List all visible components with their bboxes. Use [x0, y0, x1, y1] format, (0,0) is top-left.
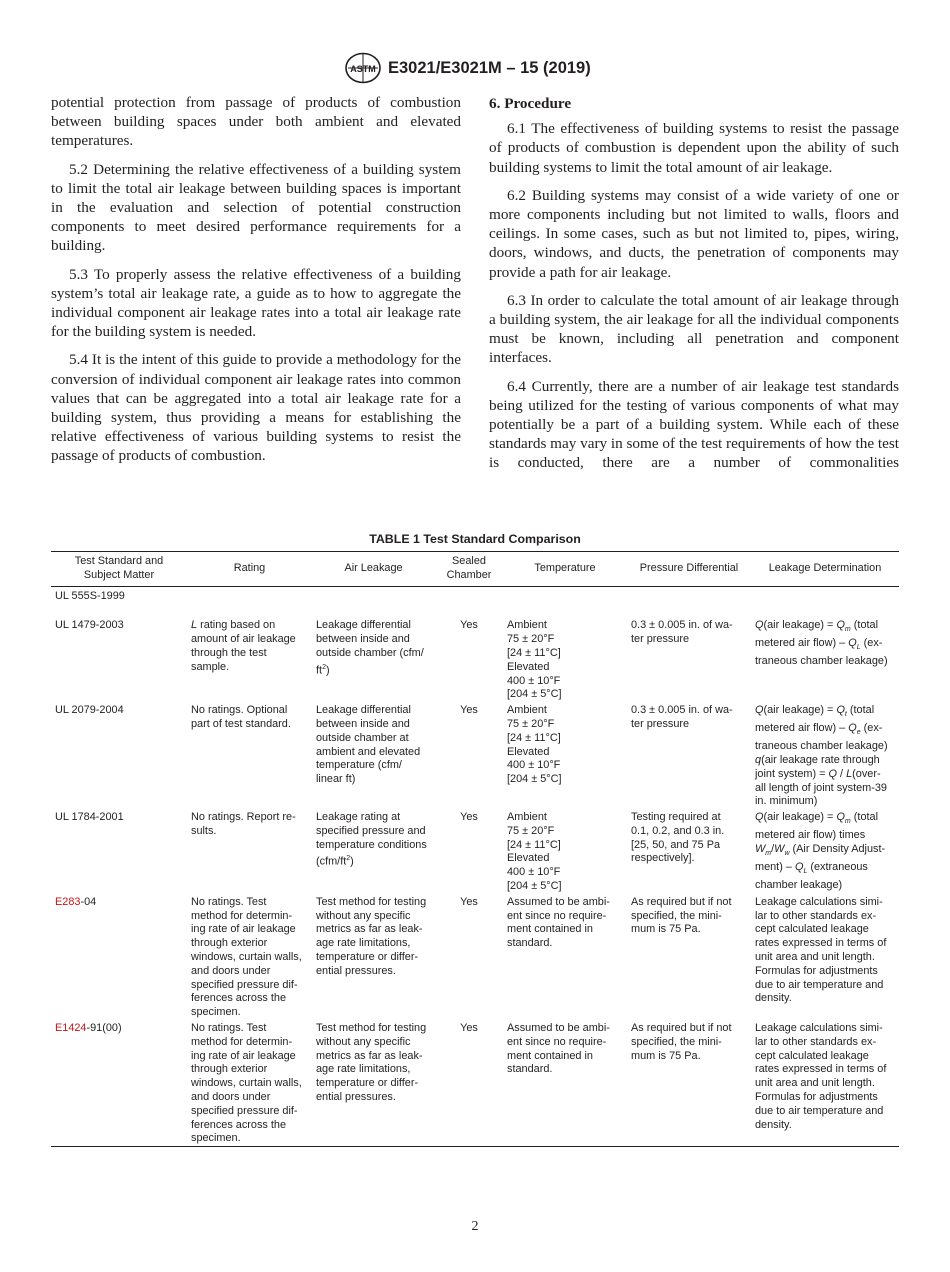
cell-determination: Q(air leakage) = $Q_m$ (total metered air flow) times $W_m/W_w$ (Air Density Adjust- ment) – $Q_L$ (extraneous chamber leakage)	[755, 811, 886, 891]
cell-pressure: As required but if not specified, the mini- mum is 75 Pa.	[631, 895, 732, 936]
cell-standard: E283-04	[55, 895, 97, 908]
cell-rating: L rating based on amount of air leakage through the test sample.	[191, 619, 296, 673]
header-determination: Leakage Determination	[768, 561, 882, 574]
cell-standard: UL 2079-2004	[55, 704, 124, 717]
left-column	[51, 93, 461, 475]
cell-rating: No ratings. Report re- sults.	[191, 811, 296, 837]
logo-lettering: ASTM	[350, 64, 376, 74]
e283-link[interactable]: E283	[55, 895, 81, 908]
comparison-table	[51, 551, 899, 1147]
cell-standard: E1424-91(00)	[55, 1022, 122, 1035]
cell-determination: Q(air leakage) = $Q_m$ (total metered air flow) – $Q_L$ (ex- traneous chamber leakage)	[755, 619, 888, 668]
cell-temperature: Ambient 75 ± 20°F [24 ± 11°C] Elevated 400 ± 10°F [204 ± 5°C]	[507, 704, 562, 786]
cell-sealed: Yes	[460, 811, 478, 824]
e1424-link[interactable]: E1424	[55, 1022, 87, 1035]
cell-rating: No ratings. Optional part of test standard.	[191, 704, 291, 730]
cell-sealed: Yes	[460, 619, 478, 632]
cell-temperature: Assumed to be ambi- ent since no require- ment contained in standard.	[507, 1022, 610, 1076]
paragraph-6-1: 6.1 The effectiveness of building systems to resist the passage of products of combustion is dependent upon the ability of such building systems to limit the total amount of air leakage.	[489, 120, 899, 176]
cell-determination: Q(air leakage) = $Q_t$ (total metered air flow) – $Q_e$ (ex- traneous chamber leakage) q(air leakage rate through joint system) = Q / L(over- all length of joint system-39 in. minimum)	[755, 704, 888, 808]
paragraph-5-2: 5.2 Determining the relative effectiveness of a building system to limit the total air leakage between building spaces is important in the evaluation and selection of potential construction components to meet desired performance requirements for a building.	[51, 160, 461, 255]
header-standard: Test Standard and Subject Matter	[74, 555, 164, 581]
cell-air-leakage: Test method for testing without any specific metrics as far as leak- age rate limitations, temperature or differ- ential pressures.	[316, 895, 427, 977]
cell-pressure: 0.3 ± 0.005 in. of wa- ter pressure	[631, 619, 733, 646]
cell-air-leakage: Leakage differential between inside and outside chamber (cfm/ $ft^2$)	[316, 619, 424, 677]
header-pressure: Pressure Differential	[639, 561, 739, 574]
cell-pressure: 0.3 ± 0.005 in. of wa- ter pressure	[631, 704, 733, 730]
cell-air-leakage: Test method for testing without any specific metrics as far as leak- age rate limitations, temperature or differ- ential pressures.	[316, 1022, 427, 1104]
paragraph-6-4: 6.4 Currently, there are a number of air leakage test standards being utilized for the testing of various components of what may potentially be a part of a building system. While each of these standards may vary in some of the test requirements of how the test is conducted, there are a number of commonalities	[489, 377, 899, 472]
cell-pressure: Testing required at 0.1, 0.2, and 0.3 in. [25, 50, and 75 Pa respectively].	[631, 811, 725, 865]
table-row	[51, 1020, 899, 1147]
cell-sealed: Yes	[460, 1022, 478, 1035]
table-caption: TABLE 1 Test Standard Comparison	[369, 532, 581, 546]
paragraph-5-3: 5.3 To properly assess the relative effectiveness of a building system’s total air leakage rate, a guide as to how to aggregate the individual component air leakage rates into a total air leakage rate for the building system is needed.	[51, 265, 461, 341]
standard-designation: E3021/E3021M – 15 (2019)	[388, 59, 591, 77]
cell-pressure: As required but if not specified, the mini- mum is 75 Pa.	[631, 1022, 732, 1062]
cell-rating: No ratings. Test method for determin- ing rate of air leakage through exterior windows, curtain walls, and doors under specified pressure dif- ferences across the specimen.	[191, 1022, 302, 1145]
table-row	[51, 617, 899, 702]
table-row	[51, 894, 899, 1020]
cell-standard: UL 1784-2001	[55, 811, 124, 824]
cell-standard: UL 1479-2003	[55, 619, 124, 632]
page-header	[0, 52, 950, 86]
astm-logo-icon	[344, 52, 382, 84]
header-sealed-chamber: Sealed Chamber	[446, 555, 492, 581]
table-row	[51, 586, 899, 617]
cell-rating: No ratings. Test method for determin- ing rate of air leakage through exterior windows, curtain walls, and doors under specified pressure dif- ferences across the specimen.	[191, 895, 302, 1019]
section-heading-procedure: 6. Procedure	[489, 95, 572, 112]
header-temperature: Temperature	[534, 561, 596, 574]
cell-determination: Leakage calculations simi- lar to other standards ex- cept calculated leakage rates expressed in terms of unit area and unit length. Formulas for adjustments due to air temperature and density.	[755, 895, 887, 1005]
cell-air-leakage: Leakage rating at specified pressure and temperature conditions $(cfm/ft^2)$	[316, 811, 427, 869]
header-air-leakage: Air Leakage	[344, 561, 403, 574]
table-row	[51, 702, 899, 809]
cell-temperature: Ambient 75 ± 20°F [24 ± 11°C] Elevated 400 ± 10°F [204 ± 5°C]	[507, 811, 562, 893]
right-column	[489, 93, 899, 482]
header-rating: Rating	[233, 561, 266, 574]
cell-air-leakage: Leakage differential between inside and outside chamber at ambient and elevated temperature (cfm/ linear ft)	[316, 704, 421, 786]
cell-temperature: Ambient 75 ± 20°F [24 ± 11°C] Elevated 400 ± 10°F [204 ± 5°C]	[507, 619, 562, 701]
paragraph-6-2: 6.2 Building systems may consist of a wide variety of one or more components including but not limited to walls, floors and ceilings. In some cases, such as but not limited to, pipes, wiring, doors, windows, and ducts, the penetration of components may provide a path for air leakage.	[489, 186, 899, 281]
cell-sealed: Yes	[460, 704, 478, 717]
paragraph-5-4: 5.4 It is the intent of this guide to provide a methodology for the conversion of individual component air leakage rates into common values that can be aggregated into a total air leakage rate for a building system, thus providing a means for establishing the relative effectiveness of various building systems to resist the passage of products of combustion.	[51, 351, 461, 465]
cell-temperature: Assumed to be ambi- ent since no require- ment contained in standard.	[507, 895, 610, 950]
page-number: 2	[471, 1219, 479, 1234]
paragraph-continued: potential protection from passage of products of combustion between building spaces under both ambient and elevated temperatures.	[51, 94, 461, 150]
table-row	[51, 809, 899, 894]
cell-determination: Leakage calculations simi- lar to other standards ex- cept calculated leakage rates expressed in terms of unit area and unit length. Formulas for adjustments due to air temperature and density.	[755, 1022, 887, 1131]
cell-standard: UL 555S-1999	[55, 589, 125, 602]
table-header-row	[51, 552, 899, 587]
cell-sealed: Yes	[460, 895, 478, 908]
paragraph-6-3: 6.3 In order to calculate the total amount of air leakage through a building system, the air leakage for all the individual components must be known, including all penetration and component interfaces.	[489, 291, 899, 367]
